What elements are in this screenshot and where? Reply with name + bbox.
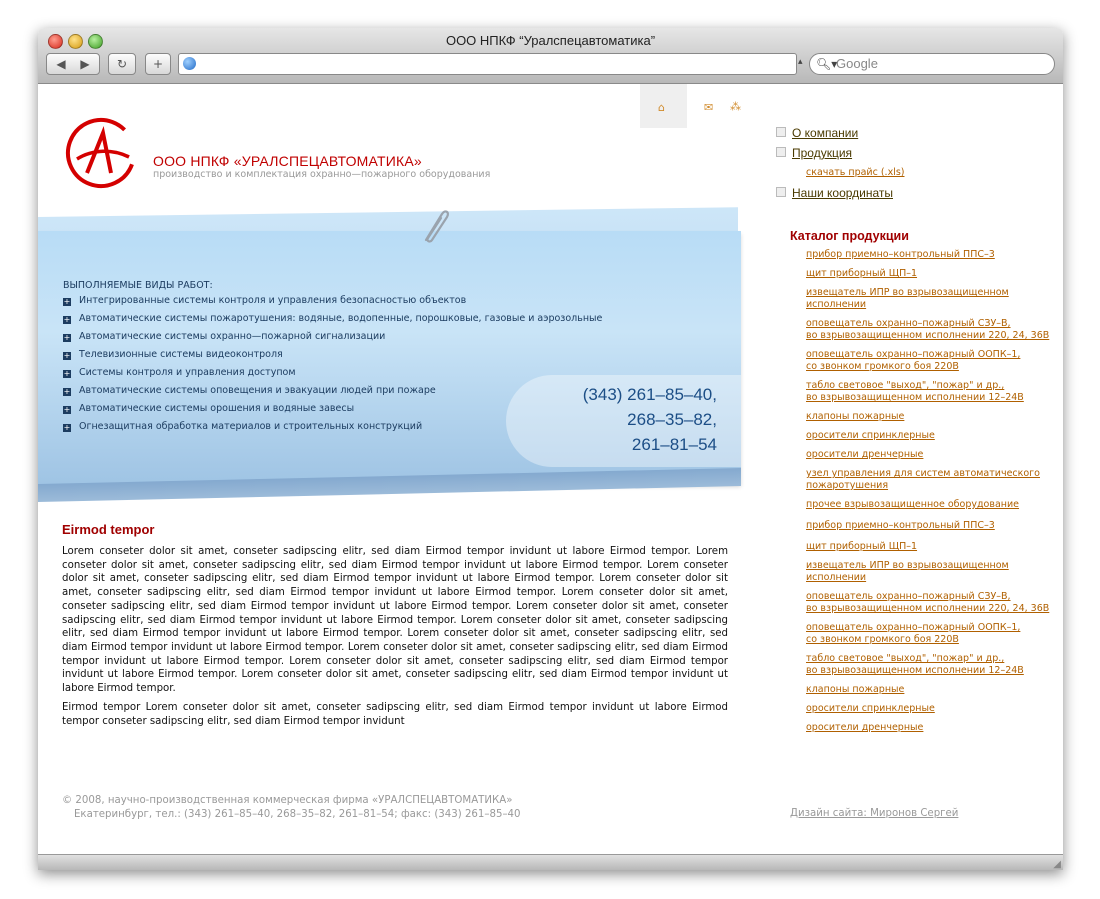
plus-bullet-icon: + xyxy=(63,333,71,342)
paperclip-icon xyxy=(412,206,452,246)
phone-number-1: (343) 261–85–40, xyxy=(582,385,717,404)
footer-copyright: © 2008, научно-производственная коммерческая фирма «УРАЛСПЕЦАВТОМАТИКА» xyxy=(62,795,513,806)
search-icon[interactable]: 🔍︎▾ xyxy=(816,57,838,71)
catalog-item-line[interactable]: во взрывозащищенном исполнении 12–24В xyxy=(806,665,1024,676)
plus-bullet-icon: + xyxy=(63,387,71,396)
catalog-item[interactable] xyxy=(806,653,1049,677)
menu-item-products[interactable]: Продукция xyxy=(776,146,852,160)
catalog-item[interactable] xyxy=(806,591,1049,615)
phone-number-2: 268–35–82, xyxy=(627,410,717,429)
address-bar[interactable] xyxy=(178,53,797,75)
add-bookmark-button[interactable]: + xyxy=(145,53,171,75)
content-paragraph: Eirmod tempor Lorem conseter dolor sit amet, conseter sadipscing elitr, sed diam Eirmod tempor invidunt ut labore Eirmod tempor conseter sadipscing elitr, sed diam Eirmod tempor invidunt xyxy=(62,702,728,727)
home-tab[interactable] xyxy=(640,84,687,128)
window-title: ООО НПКФ “Уралспецавтоматика” xyxy=(445,33,656,48)
catalog-item[interactable] xyxy=(806,430,1049,442)
catalog-item[interactable] xyxy=(806,684,1049,696)
company-tagline: производство и комплектация охранно—пожарного оборудования xyxy=(153,169,491,180)
browser-window xyxy=(38,28,1063,870)
design-credit-link[interactable]: Дизайн сайта: Миронов Сергей xyxy=(790,808,959,819)
menu-item-about[interactable]: О компании xyxy=(776,126,858,140)
catalog-item-line[interactable]: прибор приемно–контрольный ППС–3 xyxy=(806,520,995,531)
plus-bullet-icon: + xyxy=(63,405,71,414)
catalog-item-line[interactable]: оросители спринклерные xyxy=(806,703,935,714)
works-item: + Автоматические системы пожаротушения: водяные, водопенные, порошковые, газовые и аэрозольные xyxy=(63,313,603,324)
search-field[interactable] xyxy=(809,53,1055,75)
catalog-item-line[interactable]: исполнении xyxy=(806,299,867,310)
mail-icon[interactable]: ✉ xyxy=(704,101,714,114)
company-name: ООО НПКФ «УРАЛСПЕЦАВТОМАТИКА» xyxy=(153,153,422,169)
menu-checkbox-icon xyxy=(776,127,786,137)
sitemap-icon[interactable]: ⁂ xyxy=(730,100,741,113)
works-title: ВЫПОЛНЯЕМЫЕ ВИДЫ РАБОТ: xyxy=(63,280,213,291)
catalog-item[interactable] xyxy=(806,411,1049,423)
reload-button[interactable]: ↻ xyxy=(108,53,136,75)
plus-bullet-icon: + xyxy=(63,315,71,324)
catalog-item-line[interactable]: со звонком громкого боя 220В xyxy=(806,361,959,372)
catalog-item[interactable] xyxy=(806,722,1049,734)
catalog-item[interactable] xyxy=(806,287,1049,311)
works-item: + Интегрированные системы контроля и управления безопасностью объектов xyxy=(63,295,467,306)
menu-item-contacts[interactable]: Наши координаты xyxy=(776,186,893,200)
catalog-item[interactable] xyxy=(806,449,1049,461)
catalog-item[interactable] xyxy=(806,380,1049,404)
catalog-item-line[interactable]: щит приборный ЩП–1 xyxy=(806,268,918,279)
resize-grip-icon[interactable]: ◢ xyxy=(1053,859,1061,870)
catalog-item-line[interactable]: пожаротушения xyxy=(806,480,889,491)
catalog-item[interactable] xyxy=(806,349,1049,373)
catalog-item-line[interactable]: извещатель ИПР во взрывозащищенном xyxy=(806,287,1009,298)
catalog-item-line[interactable]: во взрывозащищенном исполнении 12–24В xyxy=(806,392,1024,403)
catalog-list xyxy=(806,249,1049,734)
catalog-item-line[interactable]: исполнении xyxy=(806,572,867,583)
url-dropdown-icon[interactable]: ▴ xyxy=(798,57,803,67)
plus-bullet-icon: + xyxy=(63,351,71,360)
catalog-item[interactable] xyxy=(806,499,1049,511)
catalog-item-line[interactable]: во взрывозащищенном исполнении 220, 24, 36В xyxy=(806,603,1050,614)
web-page xyxy=(38,84,1063,854)
back-button[interactable]: ◀ xyxy=(56,57,66,71)
catalog-item-line[interactable]: прочее взрывозащищенное оборудование xyxy=(806,499,1020,510)
catalog-item[interactable] xyxy=(806,468,1049,492)
catalog-item[interactable] xyxy=(806,318,1049,342)
company-logo[interactable] xyxy=(63,115,139,191)
content-title: Eirmod tempor xyxy=(62,522,155,537)
catalog-item-line[interactable]: извещатель ИПР во взрывозащищенном xyxy=(806,560,1009,571)
menu-checkbox-icon xyxy=(776,147,786,157)
forward-button[interactable]: ▶ xyxy=(80,57,90,71)
globe-icon xyxy=(183,57,196,70)
content-paragraph: Lorem conseter dolor sit amet, conseter sadipscing elitr, sed diam Eirmod tempor invidunt ut labore Eirmod tempor. Lorem conseter dolor sit amet, conseter sadipscing elitr, sed diam Eirmod tempor invidunt ut labore Eirmod tempor. Lorem conseter dolor sit amet, conseter sadipscing elitr, sed diam Eirmod tempor invidunt ut labore Eirmod tempor. Lorem conseter dolor sit amet, conseter sadipscing elitr, sed diam Eirmod tempor invidunt ut labore Eirmod tempor. Lorem conseter dolor sit amet, conseter sadipscing elitr, sed diam Eirmod tempor invidunt ut labore Eirmod tempor. Lorem conseter dolor sit amet, conseter sadipscing elitr, sed diam Eirmod tempor invidunt ut labore Eirmod tempor. Lorem conseter dolor sit amet, conseter sadipscing elitr, sed diam Eirmod tempor invidunt ut labore Eirmod tempor. Lorem conseter dolor sit amet, conseter sadipscing elitr, sed diam Eirmod tempor invidunt ut labore Eirmod tempor. Lorem conseter dolor sit amet, conseter sadipscing elitr, sed diam Eirmod tempor invidunt ut labore Eirmod tempor. Lorem conseter dolor sit amet, conseter sadipscing elitr, sed diam Eirmod tempor invidunt ut labore Eirmod tempor. Lorem conseter dolor sit amet, conseter sadipscing elitr, sed diam Eirmod tempor invidunt ut labore Eirmod tempor. xyxy=(62,546,728,695)
catalog-item-line[interactable]: со звонком громкого боя 220В xyxy=(806,634,959,645)
catalog-item[interactable] xyxy=(806,520,1049,532)
search-placeholder: Google xyxy=(836,56,878,71)
catalog-item[interactable] xyxy=(806,541,1049,553)
catalog-item-line[interactable]: оповещатель охранно–пожарный ООПК–1, xyxy=(806,622,1021,633)
catalog-item-line[interactable]: оповещатель охранно–пожарный СЗУ–В, xyxy=(806,591,1011,602)
download-price-link[interactable]: скачать прайс (.xls) xyxy=(806,167,905,178)
catalog-item-line[interactable]: клапоны пожарные xyxy=(806,411,905,422)
footer-address: Екатеринбург, тел.: (343) 261–85–40, 268–35–82, 261–81–54; факс: (343) 261–85–40 xyxy=(74,809,521,820)
phone-number-3: 261–81–54 xyxy=(631,435,717,454)
works-item: + Автоматические системы оповещения и эвакуации людей при пожаре xyxy=(63,385,436,396)
catalog-item[interactable] xyxy=(806,703,1049,715)
catalog-item[interactable] xyxy=(806,622,1049,646)
home-icon[interactable]: ⌂ xyxy=(658,101,665,114)
catalog-item-line[interactable]: клапоны пожарные xyxy=(806,684,905,695)
plus-bullet-icon: + xyxy=(63,369,71,378)
phone-box xyxy=(506,375,741,467)
back-forward-buttons xyxy=(46,53,100,75)
catalog-item-line[interactable]: щит приборный ЩП–1 xyxy=(806,541,918,552)
works-item: + Автоматические системы орошения и водяные завесы xyxy=(63,403,355,414)
plus-bullet-icon: + xyxy=(63,297,71,306)
menu-checkbox-icon xyxy=(776,187,786,197)
works-item: + Автоматические системы охранно—пожарной сигнализации xyxy=(63,331,386,342)
browser-titlebar xyxy=(38,28,1063,84)
catalog-item-line[interactable]: узел управления для систем автоматического xyxy=(806,468,1040,479)
catalog-item-line[interactable]: оповещатель охранно–пожарный СЗУ–В, xyxy=(806,318,1011,329)
catalog-item-line[interactable]: оросители дренчерные xyxy=(806,722,924,733)
catalog-item-line[interactable]: во взрывозащищенном исполнении 220, 24, 36В xyxy=(806,330,1050,341)
plus-bullet-icon: + xyxy=(63,423,71,432)
catalog-item[interactable] xyxy=(806,560,1049,584)
catalog-item-line[interactable]: прибор приемно–контрольный ППС–3 xyxy=(806,249,995,260)
catalog-item[interactable] xyxy=(806,249,1049,261)
browser-statusbar xyxy=(38,854,1063,870)
catalog-item-line[interactable]: оросители спринклерные xyxy=(806,430,935,441)
catalog-item-line[interactable]: оросители дренчерные xyxy=(806,449,924,460)
catalog-item[interactable] xyxy=(806,268,1049,280)
catalog-item-line[interactable]: оповещатель охранно–пожарный ООПК–1, xyxy=(806,349,1021,360)
catalog-title: Каталог продукции xyxy=(790,229,909,243)
works-item: + Телевизионные системы видеоконтроля xyxy=(63,349,283,360)
works-item: + Системы контроля и управления доступом xyxy=(63,367,296,378)
works-item: + Огнезащитная обработка материалов и строительных конструкций xyxy=(63,421,423,432)
catalog-item-line[interactable]: табло световое "выход", "пожар" и др., xyxy=(806,380,1005,391)
catalog-item-line[interactable]: табло световое "выход", "пожар" и др., xyxy=(806,653,1005,664)
